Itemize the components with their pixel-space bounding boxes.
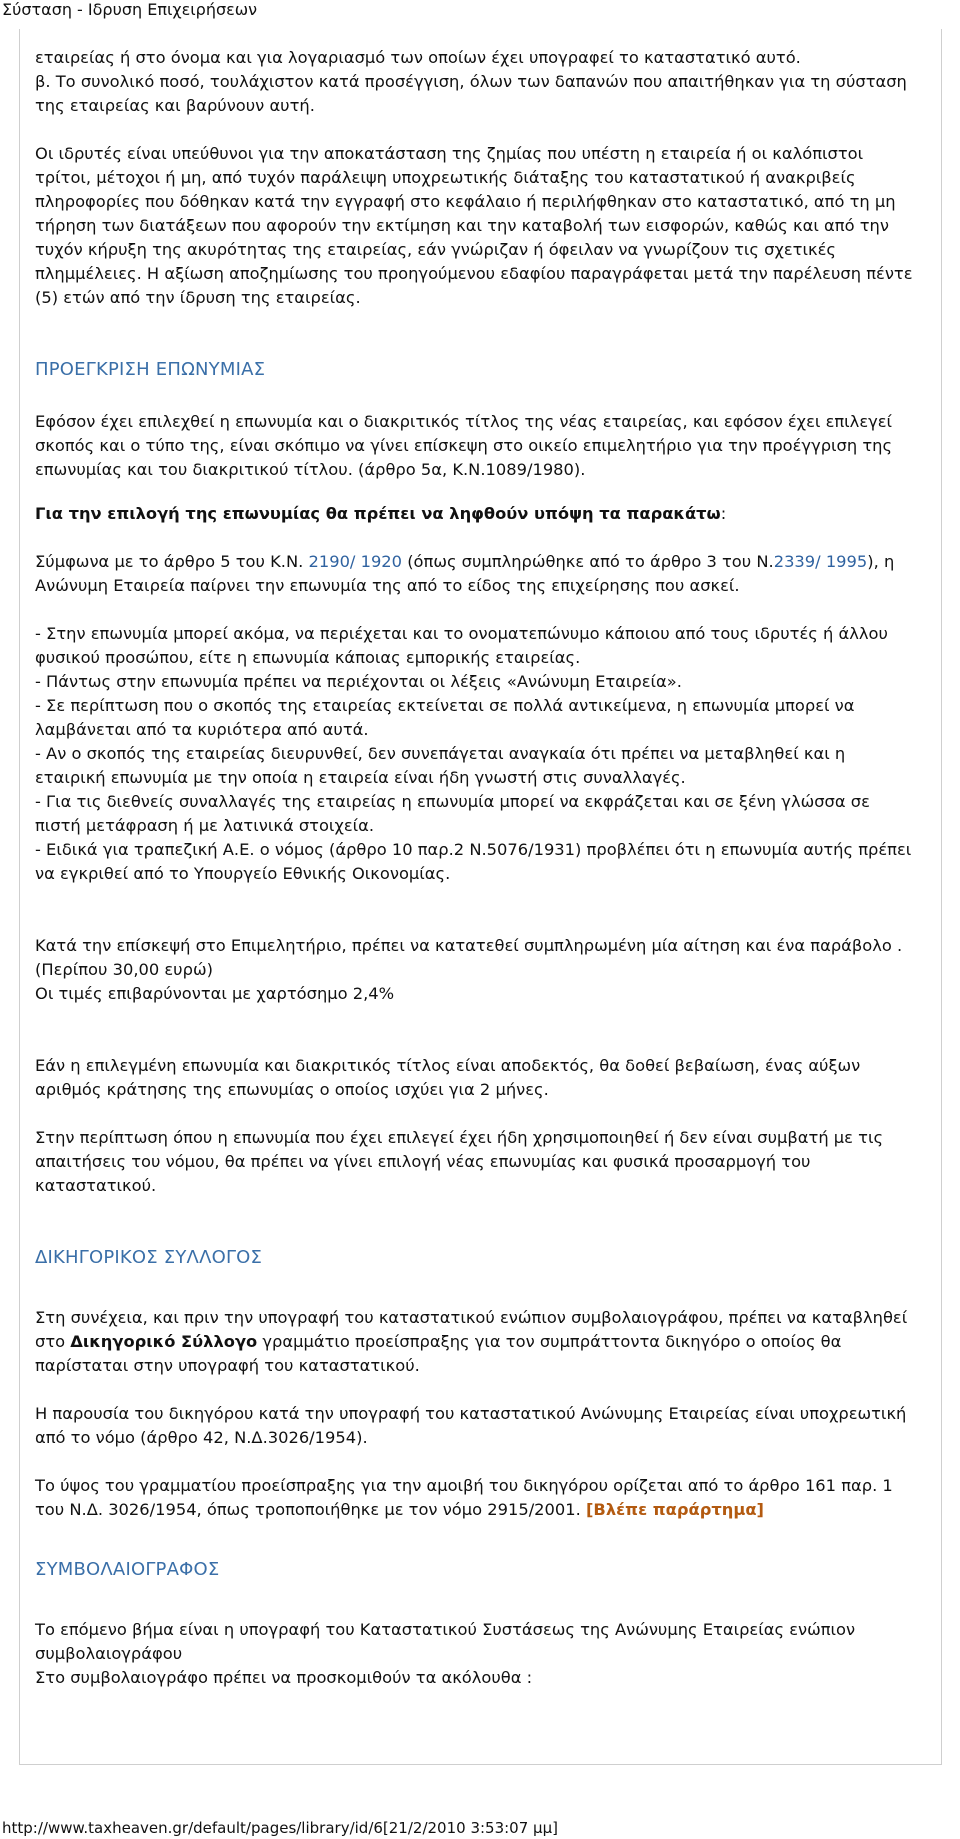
intro-line-2: β. Το συνολικό ποσό, τουλάχιστον κατά προσέγγιση, όλων των δαπανών που απαιτήθηκαν για τη σύσταση της εταιρείας και βαρύνουν αυτή. [35, 72, 907, 115]
fee-paragraph: Το ύψος του γραμματίου προείσπραξης για την αμοιβή του δικηγόρου ορίζεται από το άρθρο 161 παρ. 1 του Ν.Δ. 3026/1954, όπως τροποποιήθηκε με τον νόμο 2915/2001. [Βλέπε παράρτημα] [35, 1476, 893, 1519]
bullet-item: - Σε περίπτωση που ο σκοπός της εταιρείας εκτείνεται σε πολλά αντικείμενα, η επωνυμία μπορεί να λαμβάνεται από τα κυριότερα από αυτά. [35, 696, 855, 739]
law-paragraph: Σύμφωνα με το άρθρο 5 του Κ.Ν. 2190/ 1920 (όπως συμπληρώθηκε από το άρθρο 3 του Ν.2339/ 1995), η Ανώνυμη Εταιρεία παίρνει την επωνυμία της από το είδος της επιχείρησης που ασκεί. [35, 552, 895, 595]
accepted-name-paragraph: Εάν η επιλεγμένη επωνυμία και διακριτικός τίτλος είναι αποδεκτός, θα δοθεί βεβαίωση, ένας αύξων αριθμός κράτησης της επωνυμίας ο οποίος ισχύει για 2 μήνες. [35, 1056, 861, 1099]
article-content [35, 46, 915, 1690]
visit-paragraph: Κατά την επίσκεψή στο Επιμελητήριο, πρέπει να κατατεθεί συμπληρωμένη μία αίτηση και ένα παράβολο .(Περίπου 30,00 ευρώ) [35, 936, 903, 979]
page-footer-url: http://www.taxheaven.gr/default/pages/library/id/6[21/2/2010 3:53:07 μμ] [2, 1819, 558, 1837]
appendix-link[interactable]: [Βλέπε παράρτημα] [585, 1500, 764, 1519]
bullet-item: - Στην επωνυμία μπορεί ακόμα, να περιέχεται και το ονοματεπώνυμο κάποιου από τους ιδρυτές ή άλλου φυσικού προσώπου, είτε η επωνυμία κάποιας εμπορικής εταιρείας. [35, 624, 888, 667]
bullet-item: - Για τις διεθνείς συναλλαγές της εταιρείας η επωνυμία μπορεί να εκφράζεται και σε ξένη γλώσσα σε πιστή μετάφραση ή με λατινικά στοιχεία. [35, 792, 870, 835]
bullet-item: - Πάντως στην επωνυμία πρέπει να περιέχονται οι λέξεις «Ανώνυμη Εταιρεία». [35, 672, 682, 691]
page-header-title: Σύσταση - Ιδρυση Επιχειρήσεων [2, 0, 258, 19]
liability-paragraph: Οι ιδρυτές είναι υπεύθυνοι για την αποκατάσταση της ζημίας που υπέστη η εταιρεία ή οι καλόπιστοι τρίτοι, μέτοχοι ή μη, από τυχόν παράλειψη υποχρεωτικής διάταξης του καταστατικού ή ανακριβείς πληροφορίες που δόθηκαν κατά την εγγραφή στο κεφάλαιο ή περιλήφθηκαν στο καταστατικό, από τη μη τήρηση των διατάξεων που αφορούν την εκτίμηση και την καταβολή των εισφορών, καθώς και από την τυχόν κήρυξη της ακυρότητας της εταιρείας, εάν γνώριζαν ή όφειλαν να γνωρίζουν τις σχετικές πλημμέλειες. Η αξίωση αποζημίωσης του προηγούμενου εδαφίου παραγράφεται μετά την παρέλευση πέντε (5) ετών από την ίδρυση της εταιρείας. [35, 144, 913, 307]
notary-paragraph: Το επόμενο βήμα είναι η υπογραφή του Καταστατικού Συστάσεως της Ανώνυμης Εταιρείας ενώπιον συμβολαιογράφου [35, 1620, 856, 1663]
notary-documents-line: Στο συμβολαιογράφο πρέπει να προσκομιθούν τα ακόλουθα : [35, 1668, 533, 1687]
heading-notary: ΣΥΜΒΟΛΑΙΟΓΡΑΦΟΣ [35, 1559, 220, 1580]
bar-association-paragraph: Στη συνέχεια, και πριν την υπογραφή του καταστατικού ενώπιον συμβολαιογράφου, πρέπει να καταβληθεί στο Δικηγορικό Σύλλογο γραμμάτιο προείσπραξης για τον συμπράττοντα δικηγόρο ο οποίος θα παρίσταται στην υπογραφή του καταστατικού. [35, 1308, 908, 1375]
intro-line-1: εταιρείας ή στο όνομα και για λογαριασμό των οποίων έχει υπογραφεί το καταστατικό αυτό. [35, 48, 801, 67]
lawyer-presence-paragraph: Η παρουσία του δικηγόρου κατά την υπογραφή του καταστατικού Ανώνυμης Εταιρείας είναι υποχρεωτική από το νόμο (άρθρο 42, Ν.Δ.3026/1954). [35, 1404, 907, 1447]
heading-name-approval: ΠΡΟΕΓΚΡΙΣΗ ΕΠΩΝΥΜΙΑΣ [35, 359, 266, 380]
name-selection-bold: Για την επιλογή της επωνυμίας θα πρέπει να ληφθούν υπόψη τα παρακάτω [35, 504, 721, 523]
name-approval-paragraph: Εφόσον έχει επιλεχθεί η επωνυμία και ο διακριτικός τίτλος της νέας εταιρείας, και εφόσον έχει επιλεγεί σκοπός και ο τύπο της, είναι σκόπιμο να γίνει επίσκεψη στο οικείο επιμελητήριο για την προέγγριση της επωνυμίας και του διακριτικού τίτλου. (άρθρο 5α, Κ.Ν.1089/1980). [35, 412, 893, 479]
bullet-item: - Ειδικά για τραπεζική Α.Ε. ο νόμος (άρθρο 10 παρ.2 Ν.5076/1931) προβλέπει ότι η επωνυμία αυτής πρέπει να εγκριθεί από το Υπουργείο Εθνικής Οικονομίας. [35, 840, 912, 883]
heading-bar-association: ΔΙΚΗΓΟΡΙΚΟΣ ΣΥΛΛΟΓΟΣ [35, 1247, 263, 1268]
stamp-duty-line: Οι τιμές επιβαρύνονται με χαρτόσημο 2,4% [35, 984, 395, 1003]
law-link-2339-1995[interactable]: 2339/ 1995 [773, 552, 868, 571]
used-name-paragraph: Στην περίπτωση όπου η επωνυμία που έχει επιλεγεί έχει ήδη χρησιμοποιηθεί ή δεν είναι συμβατή με τις απαιτήσεις του νόμου, θα πρέπει να γίνει επιλογή νέας επωνυμίας και φυσικά προσαρμογή του καταστατικού. [35, 1128, 884, 1195]
law-link-2190-1920[interactable]: 2190/ 1920 [308, 552, 403, 571]
name-selection-intro: Για την επιλογή της επωνυμίας θα πρέπει να ληφθούν υπόψη τα παρακάτω: [35, 504, 727, 523]
bullet-item: - Αν ο σκοπός της εταιρείας διευρυνθεί, δεν συνεπάγεται αναγκαία ότι πρέπει να μεταβληθεί και η εταιρική επωνυμία με την οποία η εταιρεία είναι ήδη γνωστή στις συναλλαγές. [35, 744, 846, 787]
